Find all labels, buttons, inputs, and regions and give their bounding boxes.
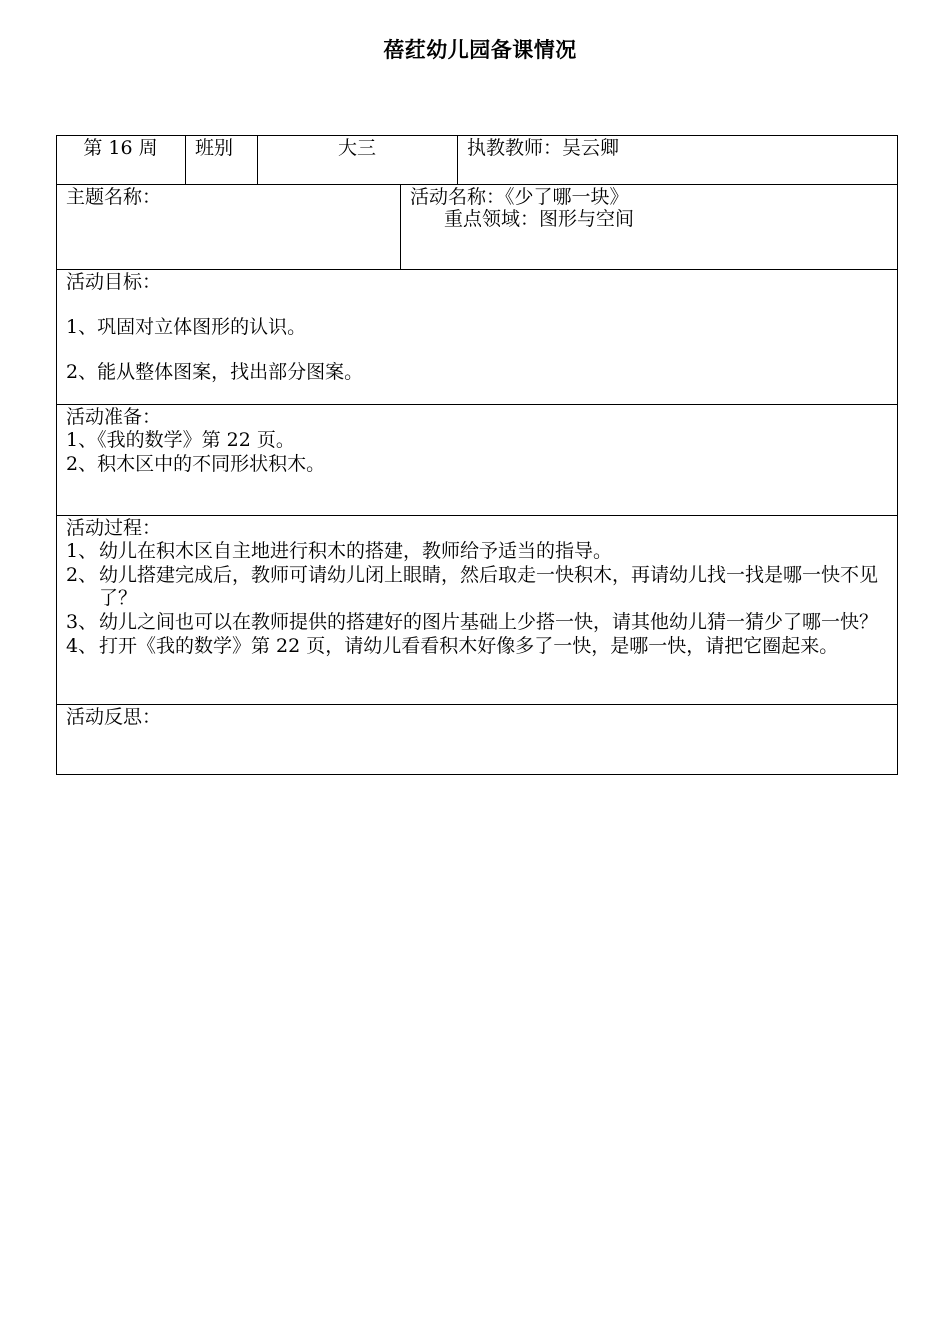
teacher-cell: 执教教师：吴云卿 (467, 137, 620, 159)
process-list (66, 540, 894, 658)
row-divider-process (56, 704, 898, 705)
table-bottom-border (56, 774, 898, 775)
process-item-text: 幼儿在积木区自主地进行积木的搭建，教师给予适当的指导。 (99, 540, 613, 562)
row-divider-goals (56, 404, 898, 405)
week-cell: 第 16 周 (83, 137, 158, 159)
process-item (66, 635, 894, 658)
process-item (66, 564, 894, 610)
reflection-label: 活动反思： (66, 706, 162, 728)
process-item-number: 4、 (66, 635, 98, 657)
goal-item: 1、巩固对立体图形的认识。 (66, 316, 307, 338)
class-value-cell: 大三 (337, 137, 376, 159)
goal-item: 2、能从整体图案，找出部分图案。 (66, 361, 364, 383)
row-divider-preparation (56, 515, 898, 516)
process-item-number: 2、 (66, 564, 98, 586)
col-divider-theme (400, 184, 401, 269)
table-left-border (56, 135, 57, 775)
activity-name: 活动名称：《少了哪一块》 (410, 186, 629, 208)
process-item (66, 611, 894, 634)
class-label-cell: 班别 (195, 137, 234, 159)
goals-label: 活动目标： (66, 271, 162, 293)
process-item-text: 幼儿搭建完成后，教师可请幼儿闭上眼睛，然后取走一快积木，再请幼儿找一找是哪一快不见了？ (99, 564, 879, 609)
process-item-number: 3、 (66, 611, 98, 633)
theme-label: 主题名称： (66, 186, 162, 208)
row-divider-theme (56, 269, 898, 270)
table-right-border (897, 135, 898, 775)
process-item-text: 打开《我的数学》第 22 页，请幼儿看看积木好像多了一快，是哪一快，请把它圈起来。 (99, 635, 839, 657)
focus-area: 重点领域：图形与空间 (444, 208, 635, 230)
preparation-item: 1、《我的数学》第 22 页。 (66, 429, 295, 451)
preparation-label: 活动准备： (66, 406, 162, 428)
row-divider-header (56, 184, 898, 185)
process-item (66, 540, 894, 563)
preparation-item: 2、积木区中的不同形状积木。 (66, 453, 326, 475)
table-top-border (56, 135, 898, 136)
col-divider-week (185, 135, 186, 184)
document-title: 蓓荭幼儿园备课情况 (383, 38, 577, 62)
process-item-text: 幼儿之间也可以在教师提供的搭建好的图片基础上少搭一快，请其他幼儿猜一猜少了哪一快？ (99, 611, 879, 633)
process-label: 活动过程： (66, 517, 162, 539)
process-item-number: 1、 (66, 540, 98, 562)
col-divider-class-value (457, 135, 458, 184)
